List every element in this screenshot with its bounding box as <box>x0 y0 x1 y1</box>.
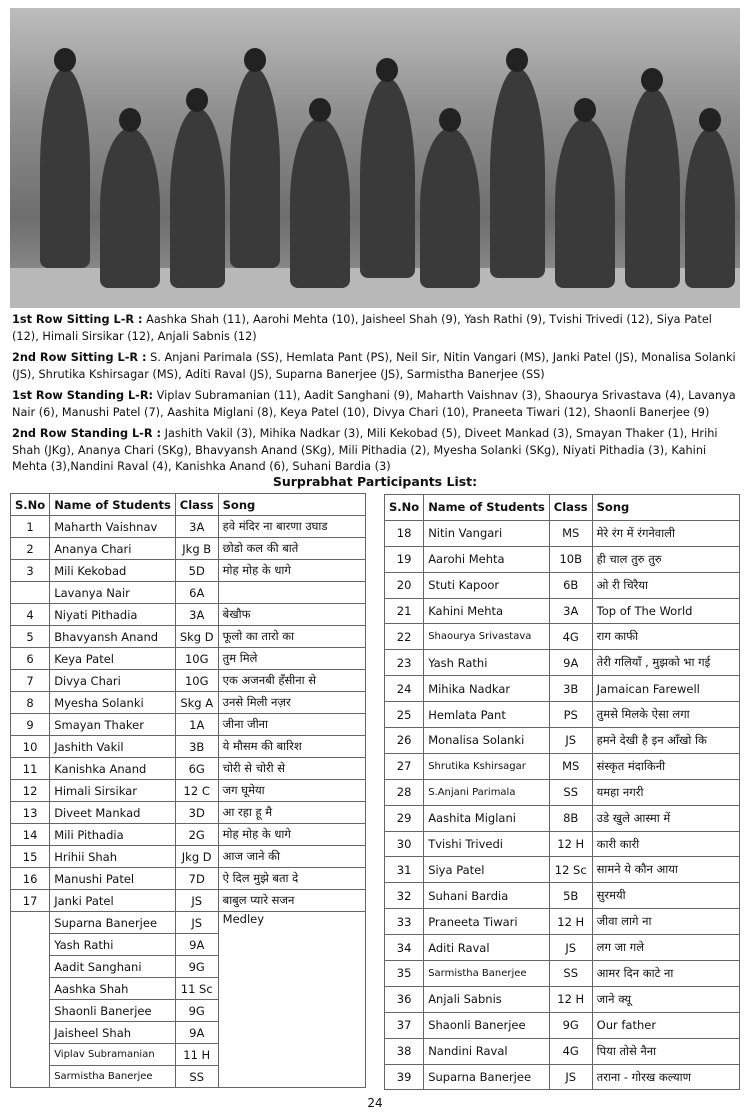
table-row: 34 Aditi Raval JS लग जा गले <box>385 935 740 961</box>
table-row: 9 Smayan Thaker 1A जीना जीना <box>11 714 366 736</box>
table-row: 31 Siya Patel 12 Sc सामने ये कौन आया <box>385 857 740 883</box>
table-row: 2 Ananya Chari Jkg B छोडो कल की बाते <box>11 538 366 560</box>
table-row: 6 Keya Patel 10G तुम मिले <box>11 648 366 670</box>
table-row: 8 Myesha Solanki Skg A उनसे मिली नज़र <box>11 692 366 714</box>
table-row: 13 Diveet Mankad 3D आ रहा हू मै <box>11 802 366 824</box>
participants-table-left <box>10 493 366 1088</box>
caption-row-4: 2nd Row Standing L-R : Jashith Vakil (3), Mihika Nadkar (3), Mili Kekobad (5), Diveet Mankad (3), Smayan Thaker (1), Hrihi Shah (JKg), Ananya Chari (SKg), Bhavyansh Anand (SKg), Mili Pithadia (2), Myesha Solanki (SKg), Niyati Pithadia (3), Kahini Mehta (3),Nandini Raval (4), Kanishka Anand (6), Suhani Bardia (3) <box>12 427 718 473</box>
table-row: 3 Mili Kekobad 5D मोह मोह के धागे <box>11 560 366 582</box>
table-header: S.No Name of Students Class Song <box>11 494 366 516</box>
table-row: 35 Sarmistha Banerjee SS आमर दिन काटे ना <box>385 961 740 987</box>
photo-caption <box>12 312 740 481</box>
table-row: 7 Divya Chari 10G एक अजनबी हँसीना से <box>11 670 366 692</box>
table-row: 37 Shaonli Banerjee 9G Our father <box>385 1012 740 1038</box>
group-photo <box>10 8 740 308</box>
table-row: 21 Kahini Mehta 3A Top of The World <box>385 598 740 624</box>
table-row-medley: Aashka Shah 11 Sc <box>11 978 366 1000</box>
table-row: 33 Praneeta Tiwari 12 H जीवा लागे ना <box>385 909 740 935</box>
table-row: 20 Stuti Kapoor 6B ओ री चिरैया <box>385 572 740 598</box>
table-row: 16 Manushi Patel 7D ऐ दिल मुझे बता दे <box>11 868 366 890</box>
table-row: 17 Janki Patel JS बाबुल प्यारे सजन <box>11 890 366 912</box>
table-row: 23 Yash Rathi 9A तेरी गलियाँ , मुझको भा गई <box>385 650 740 676</box>
table-row: 24 Mihika Nadkar 3B Jamaican Farewell <box>385 676 740 702</box>
table-row-medley: Aadit Sanghani 9G <box>11 956 366 978</box>
table-row: 18 Nitin Vangari MS मेरे रंग में रंगनेवाली <box>385 520 740 546</box>
table-row: 26 Monalisa Solanki JS हमने देखी है इन आँखो कि <box>385 728 740 754</box>
table-row: 19 Aarohi Mehta 10B ही चाल तुरु तुरु <box>385 546 740 572</box>
table-row: 32 Suhani Bardia 5B सुरमयी <box>385 883 740 909</box>
table-row: 27 Shrutika Kshirsagar MS संस्कृत मंदाकिनी <box>385 753 740 779</box>
table-row: 38 Nandini Raval 4G पिया तोसे नैना <box>385 1038 740 1064</box>
caption-row-1: 1st Row Sitting L-R : Aashka Shah (11), Aarohi Mehta (10), Jaisheel Shah (9), Yash Rathi (9), Tvishi Trivedi (12), Siya Patel (12), Himali Sirsikar (12), Anjali Sabnis (12) <box>12 313 712 343</box>
table-row-medley: Jaisheel Shah 9A <box>11 1022 366 1044</box>
table-row: 36 Anjali Sabnis 12 H जाने क्यू <box>385 986 740 1012</box>
table-row: 39 Suparna Banerjee JS तराना - गोरख कल्याण <box>385 1064 740 1090</box>
table-row-medley: Viplav Subramanian 11 H <box>11 1044 366 1066</box>
list-title: Surprabhat Participants List: <box>272 474 478 489</box>
caption-row-3: 1st Row Standing L-R: Viplav Subramanian (11), Aadit Sanghani (9), Maharth Vaishnav (3), Shaourya Srivastava (4), Lavanya Nair (6), Manushi Patel (7), Aashita Miglani (8), Keya Patel (10), Divya Chari (10), Praneeta Tiwari (12), Shaonli Banerjee (9) <box>12 389 736 419</box>
table-row-medley: Shaonli Banerjee 9G <box>11 1000 366 1022</box>
table-row: 25 Hemlata Pant PS तुमसे मिलके ऐसा लगा <box>385 702 740 728</box>
table-row: 15 Hrihii Shah Jkg D आज जाने की <box>11 846 366 868</box>
table-row: 30 Tvishi Trivedi 12 H कारी कारी <box>385 831 740 857</box>
page-number: 24 <box>367 1096 383 1110</box>
table-row-medley: Sarmistha Banerjee SS <box>11 1066 366 1088</box>
table-header: S.No Name of Students Class Song <box>385 495 740 521</box>
table-row: 11 Kanishka Anand 6G चोरी से चोरी से <box>11 758 366 780</box>
table-row: 10 Jashith Vakil 3B ये मौसम की बारिश <box>11 736 366 758</box>
medley-song: Medley <box>218 912 365 1088</box>
table-row: 28 S.Anjani Parimala SS यमहा नगरी <box>385 779 740 805</box>
table-row: 1 Maharth Vaishnav 3A हवे मंदिर ना बारणा उघाड <box>11 516 366 538</box>
table-row-medley: Suparna Banerjee JS Medley <box>11 912 366 934</box>
table-row-medley: Yash Rathi 9A <box>11 934 366 956</box>
table-row: 5 Bhavyansh Anand Skg D फूलो का तारो का <box>11 626 366 648</box>
table-row: 12 Himali Sirsikar 12 C जग घूमेया <box>11 780 366 802</box>
table-row: Lavanya Nair 6A <box>11 582 366 604</box>
table-row: 4 Niyati Pithadia 3A बेखौफ <box>11 604 366 626</box>
table-row: 22 Shaourya Srivastava 4G राग काफी <box>385 624 740 650</box>
table-row: 29 Aashita Miglani 8B उडे खुले आस्मा में <box>385 805 740 831</box>
caption-row-2: 2nd Row Sitting L-R : S. Anjani Parimala (SS), Hemlata Pant (PS), Neil Sir, Nitin Vangari (MS), Janki Patel (JS), Monalisa Solanki (JS), Shrutika Kshirsagar (MS), Aditi Raval (JS), Suparna Banerjee (JS), Sarmistha Banerjee (SS) <box>12 351 736 381</box>
table-row: 14 Mili Pithadia 2G मोह मोह के धागे <box>11 824 366 846</box>
participants-table-right <box>384 494 740 1090</box>
